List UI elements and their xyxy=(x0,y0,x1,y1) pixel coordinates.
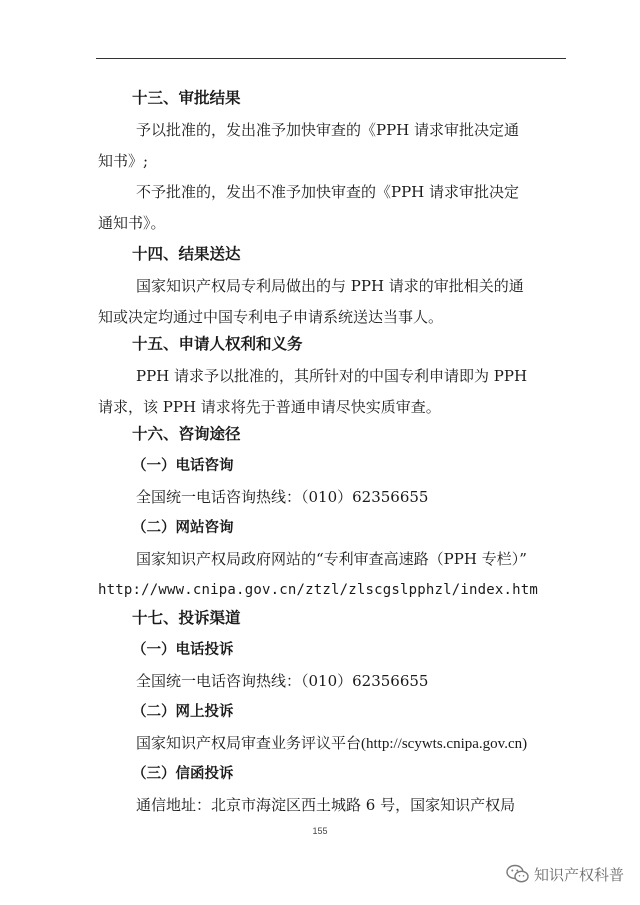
paragraph-line: 请求，该 PPH 请求将先于普通申请尽快实质审查。 xyxy=(98,398,441,416)
header-rule xyxy=(96,58,566,59)
paragraph-line: 国家知识产权局专利局做出的与 PPH 请求的审批相关的通 xyxy=(136,277,524,295)
section-heading-17: 十七、投诉渠道 xyxy=(132,609,241,627)
complaint-web-link[interactable]: (http://scywts.cnipa.gov.cn) xyxy=(361,736,528,752)
paragraph-line: 知书》; xyxy=(98,152,149,170)
paragraph-line: 不予批准的，发出不准予加快审查的《PPH 请求审批决定 xyxy=(136,183,520,201)
subheading-phone-complaint: （一）电话投诉 xyxy=(132,641,234,658)
section-heading-16: 十六、咨询途径 xyxy=(132,425,241,443)
consult-url-link[interactable]: http://www.cnipa.gov.cn/ztzl/zlscgslpphzl/index.htm xyxy=(98,582,539,598)
consult-phone-line: 全国统一电话咨询热线：（010）62356655 xyxy=(136,488,429,506)
subheading-online-complaint: （二）网上投诉 xyxy=(132,703,234,720)
section-heading-15: 十五、申请人权利和义务 xyxy=(132,335,303,353)
paragraph-line: 知或决定均通过中国专利电子申请系统送达当事人。 xyxy=(98,308,444,326)
wechat-icon xyxy=(506,864,530,884)
complaint-phone-line: 全国统一电话咨询热线：（010）62356655 xyxy=(136,672,429,690)
watermark xyxy=(506,862,624,886)
page-number: 155 xyxy=(312,826,328,836)
complaint-web-text: 国家知识产权局审查业务评议平台 xyxy=(136,734,362,752)
paragraph-line: 通知书》。 xyxy=(98,214,166,232)
section-heading-14: 十四、结果送达 xyxy=(132,245,241,263)
complaint-mail-line: 通信地址：北京市海淀区西土城路 6 号，国家知识产权局 xyxy=(136,796,516,814)
subheading-mail-complaint: （三）信函投诉 xyxy=(132,765,234,782)
subheading-web-consult: （二）网站咨询 xyxy=(132,519,234,536)
watermark-text: 知识产权科普 xyxy=(534,865,625,884)
paragraph-line: 予以批准的，发出准予加快审查的《PPH 请求审批决定通 xyxy=(136,121,520,139)
consult-web-line: 国家知识产权局政府网站的“专利审查高速路（PPH 专栏）” xyxy=(136,550,527,568)
subheading-phone-consult: （一）电话咨询 xyxy=(132,457,234,474)
complaint-web-line xyxy=(136,733,527,754)
section-heading-13: 十三、审批结果 xyxy=(132,89,241,107)
paragraph-line: PPH 请求予以批准的，其所针对的中国专利申请即为 PPH xyxy=(136,367,528,385)
